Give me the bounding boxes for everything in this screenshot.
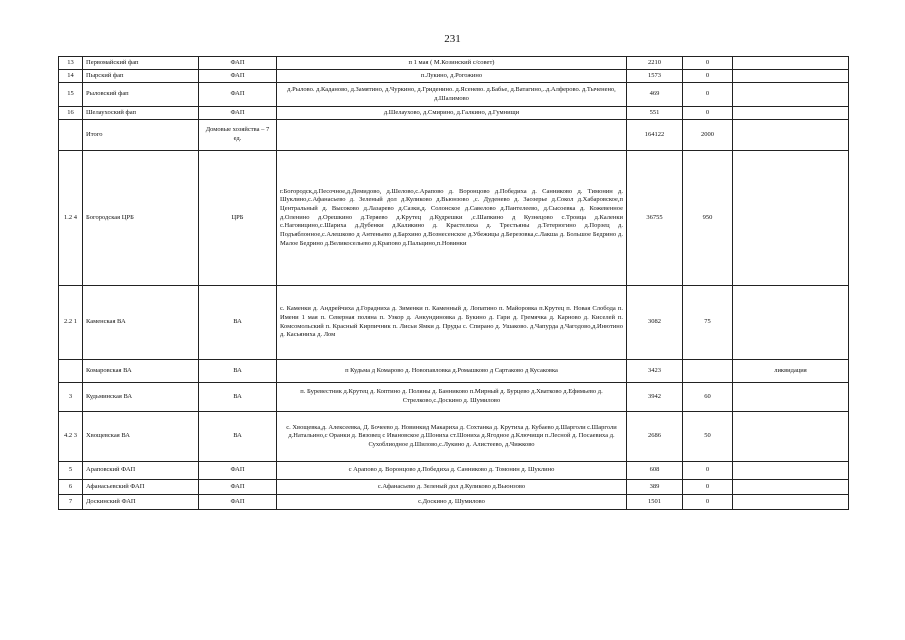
facility-type-cell: ВА — [199, 412, 277, 462]
secondary-value-cell: 60 — [683, 383, 733, 412]
population-value-cell: 3082 — [627, 286, 683, 360]
secondary-value-cell: 0 — [683, 83, 733, 107]
facility-name-cell: Араповский ФАП — [83, 462, 199, 480]
served-localities-cell: с Арапово д. Воронцово д.Победиха д. Санниково д. Томонин д. Шуклино — [277, 462, 627, 480]
secondary-value-cell: 0 — [683, 495, 733, 510]
table-row — [59, 412, 849, 462]
facility-type-cell: ВА — [199, 286, 277, 360]
note-cell — [733, 462, 849, 480]
note-cell — [733, 70, 849, 83]
row-number-cell: 1.2 4 — [59, 151, 83, 286]
population-value-cell: 469 — [627, 83, 683, 107]
population-value-cell: 389 — [627, 480, 683, 495]
population-value-cell: 1573 — [627, 70, 683, 83]
facility-type-cell: Домовые хозяйства – 7 ед. — [199, 120, 277, 151]
population-value-cell: 2686 — [627, 412, 683, 462]
secondary-value-cell: 0 — [683, 107, 733, 120]
note-cell — [733, 495, 849, 510]
note-cell: ликвидация — [733, 360, 849, 383]
secondary-value-cell: 950 — [683, 151, 733, 286]
facility-name-cell: Афанасьевский ФАП — [83, 480, 199, 495]
secondary-value-cell: 75 — [683, 286, 733, 360]
served-localities-cell: с. Каменки д. Андрейчиха д.Горадниха д. Зименки п. Каменный д. Лопатино п. Майоровка п.Крутец п. Новая Слобода п. Имени 1 мая п. Северная поляна п. Узкор д. Анкундиновка д. Букино д. Гари д. Гремячка д. Карново д. Киселей п. Комсомольский п. Красный Кирпичник п. Лисьи Ямки д. Пруды с. Спирано д. Ушаково. д.Чапурда д.Чагодово,д.Инютино д. Касьяниха д. Лом — [277, 286, 627, 360]
facility-type-cell: ФАП — [199, 462, 277, 480]
row-number-cell — [59, 120, 83, 151]
served-localities-cell: г.Богородск,д.Песочное,д.Демидово, д.Шелово,с.Арапово д. Воронцово д.Победиха д. Санниково д. Тимонин д. Шуклино,с.Афанасьево д. Зеленый дол д.Куликово д.Вьюнзово ,с. Дуденево д. Заозерье д.Сокол д.Хабаровское,п Центральный д. Высоково д.Лазарево д.Сазки,д. Солонское д.Савелово д.Пантелеево, д.Сысоевка д. Кожевенное д.Оленино д.Орешкино д.Теряево д.Крутец д.Кудрешки ,с.Шапкино д Кузнецово с.Троица д.Каленки с.Наговицино,с.Шариха д.Дубенки д.Каликино д. Крастелиха д. Трестьяны д.Тетерюгино д.Порзец д. Подъяблонное,с.Алешково д Антеньево д.Бархино д.Вознесенское д.Убежицы д.Березовка,с.Лакша д. Большое Бедрино д. Малое Бедрино д.Великосельево д.Крапово д.Пальцино,п.Новинки — [277, 151, 627, 286]
facility-type-cell: ВА — [199, 360, 277, 383]
facility-type-cell: ФАП — [199, 480, 277, 495]
note-cell — [733, 57, 849, 70]
facility-type-cell: ФАП — [199, 495, 277, 510]
facility-type-cell: ЦРБ — [199, 151, 277, 286]
note-cell — [733, 412, 849, 462]
note-cell — [733, 480, 849, 495]
row-number-cell: 13 — [59, 57, 83, 70]
secondary-value-cell: 0 — [683, 462, 733, 480]
secondary-value-cell: 0 — [683, 480, 733, 495]
facility-name-cell: Первомайский фап — [83, 57, 199, 70]
row-number-cell: 2.2 1 — [59, 286, 83, 360]
table-row — [59, 360, 849, 383]
served-localities-cell: с. Хвощевка,д. Алексеевка, Д. Бочеево д. Новинкид Макариха д. Сохтанка д. Крутиха д. Кубаево д.Шарголи с.Шарголи д.Натальино,с Оранки д. Вязовец с Ивановское д.Шониха ст.Шониха д.Ягодное д.Ключищи п.Лесной д. Посаевиха д. Сухоблиодное д.Шилово,с.Лукино д. Алистеево, д.Чижково — [277, 412, 627, 462]
secondary-value-cell: 0 — [683, 70, 733, 83]
facility-name-cell: Доскинский ФАП — [83, 495, 199, 510]
facility-name-cell: Комаровская ВА — [83, 360, 199, 383]
served-localities-cell: с.Афанасьево д. Зеленый дол д.Куликово д.Вьюнзово — [277, 480, 627, 495]
facility-type-cell: ФАП — [199, 83, 277, 107]
note-cell — [733, 83, 849, 107]
table-row — [59, 480, 849, 495]
row-number-cell: 16 — [59, 107, 83, 120]
facility-name-cell: Пырский фап — [83, 70, 199, 83]
facility-type-cell: ФАП — [199, 70, 277, 83]
table-row — [59, 120, 849, 151]
row-number-cell: 6 — [59, 480, 83, 495]
table-row — [59, 495, 849, 510]
population-value-cell: 2210 — [627, 57, 683, 70]
served-localities-cell: п Кудьма д Комарово д. Новопавловка д.Ромашково д Сартаково д Кусаковка — [277, 360, 627, 383]
row-number-cell: 5 — [59, 462, 83, 480]
table-row — [59, 57, 849, 70]
facility-name-cell: Богородская ЦРБ — [83, 151, 199, 286]
row-number-cell: 3 — [59, 383, 83, 412]
facility-type-cell: ФАП — [199, 57, 277, 70]
served-localities-cell — [277, 120, 627, 151]
served-localities-cell: д.Шелаухово, д.Смирино, д.Галкино, д.Гумнищи — [277, 107, 627, 120]
facility-type-cell: ВА — [199, 383, 277, 412]
facility-name-cell: Рыловский фап — [83, 83, 199, 107]
note-cell — [733, 107, 849, 120]
served-localities-cell: с.Доскино д. Шумилово — [277, 495, 627, 510]
row-number-cell: 15 — [59, 83, 83, 107]
secondary-value-cell: 2000 — [683, 120, 733, 151]
row-number-cell: 7 — [59, 495, 83, 510]
served-localities-cell: п. Буревестник д.Крутец д. Коптино д. Поляны д. Банниково п.Мирный д. Бурцево д.Хватково д.Ефимьево д. Стрелково,с.Доскино д. Шумилово — [277, 383, 627, 412]
table-row — [59, 151, 849, 286]
served-localities-cell: п.Лукино, д.Рогожино — [277, 70, 627, 83]
row-number-cell — [59, 360, 83, 383]
served-localities-cell: д.Рылово. д.Каданово, д.Замятино, д.Чуркино, д.Гриденино. д.Ясенево. д.Бабье, д.Ватагино,..д.Алферово. д.Тыченено, д.Шалимово — [277, 83, 627, 107]
facility-name-cell: Кудьминская ВА — [83, 383, 199, 412]
facility-name-cell: Итого — [83, 120, 199, 151]
note-cell — [733, 286, 849, 360]
note-cell — [733, 383, 849, 412]
table-row — [59, 70, 849, 83]
secondary-value-cell: 50 — [683, 412, 733, 462]
secondary-value-cell: 0 — [683, 57, 733, 70]
table-row — [59, 286, 849, 360]
table-row — [59, 462, 849, 480]
note-cell — [733, 120, 849, 151]
table-row — [59, 383, 849, 412]
population-value-cell: 36755 — [627, 151, 683, 286]
population-value-cell: 3423 — [627, 360, 683, 383]
served-localities-cell: п 1 мая ( М.Козинский с/совет) — [277, 57, 627, 70]
note-cell — [733, 151, 849, 286]
table-row — [59, 107, 849, 120]
facility-name-cell: Каменская ВА — [83, 286, 199, 360]
page-number: 231 — [444, 33, 461, 45]
population-value-cell: 551 — [627, 107, 683, 120]
facilities-table — [58, 56, 849, 510]
population-value-cell: 3942 — [627, 383, 683, 412]
facility-name-cell: Хвощевская ВА — [83, 412, 199, 462]
row-number-cell: 14 — [59, 70, 83, 83]
population-value-cell: 1501 — [627, 495, 683, 510]
table-row — [59, 83, 849, 107]
facility-type-cell: ФАП — [199, 107, 277, 120]
population-value-cell: 164122 — [627, 120, 683, 151]
facility-name-cell: Шелаухоский фап — [83, 107, 199, 120]
secondary-value-cell — [683, 360, 733, 383]
population-value-cell: 608 — [627, 462, 683, 480]
row-number-cell: 4.2 3 — [59, 412, 83, 462]
